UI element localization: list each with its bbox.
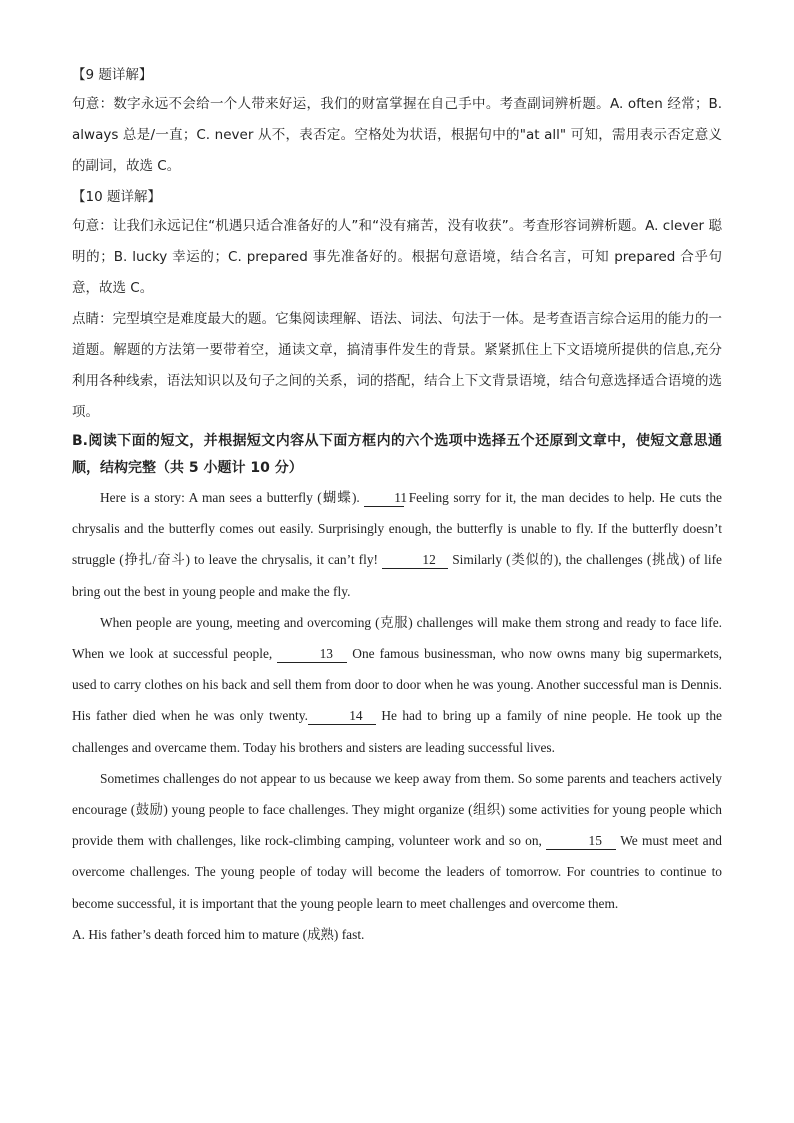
passage-paragraph-1	[72, 482, 722, 607]
document-page	[72, 62, 722, 950]
passage-text: Similarly (类似的), the challenges (挑战) of life bring out the best in young people and make the fly.	[72, 552, 723, 599]
passage-text: One famous businessman, who now owns many big supermarkets, used to carry clothes on his back and sell them from door to door when he was young. Another successful man is Dennis. His father died when he was only twenty.	[72, 646, 723, 724]
answer-blank-12[interactable]: 12	[382, 552, 448, 569]
answer-blank-14[interactable]: 14	[308, 708, 376, 725]
passage-text: Feeling sorry for it, the man decides to help. He cuts the chrysalis and the butterfly comes out easily. Surprisingly enough, the butterfly is unable to fly. If the butterfly doesn’t struggle (挣扎/奋斗) to leave the chrysalis, it can’t fly!	[72, 490, 722, 568]
passage-text: He had to bring up a family of nine people. He took up the challenges and overcame them. Today his brothers and sisters are leading successful lives.	[72, 708, 722, 755]
passage-text: Here is a story: A man sees a butterfly (蝴蝶).	[100, 490, 365, 505]
section-b-title: B.阅读下面的短文，并根据短文内容从下面方框内的六个选项中选择五个还原到文章中，使短文意思通顺，结构完整（共 5 小题计 10 分）	[72, 433, 722, 476]
answer-blank-13[interactable]: 13	[277, 646, 347, 663]
q9-explanation: 句意：数字永远不会给一个人带来好运，我们的财富掌握在自己手中。考查副词辨析题。A. often 经常；B. always 总是/一直；C. never 从不，表否定。空格处为状语，根据句中的"at all" 可知，需用表示否定意义的副词，故选 C。	[72, 96, 722, 174]
q10-heading: 【10 题详解】	[72, 189, 161, 205]
passage-text: We must meet and overcome challenges. The young people of today will become the leaders of tomorrow. For countries to continue to become successful, it is important that the young people learn to meet challenges and overcome them.	[72, 833, 722, 911]
tip-paragraph: 点睛：完型填空是难度最大的题。它集阅读理解、语法、词法、句法于一体。是考查语言综合运用的能力的一道题。解题的方法第一要带着空，通读文章，搞清事件发生的背景。紧紧抓住上下文语境所提供的信息,充分利用各种线索，语法知识以及句子之间的关系，词的搭配，结合上下文背景语境，结合句意选择适合语境的选项。	[72, 311, 722, 420]
passage-paragraph-3	[72, 763, 722, 919]
option-a: A. His father’s death forced him to mature (成熟) fast.	[72, 926, 365, 942]
answer-blank-15[interactable]: 15	[546, 833, 616, 850]
passage-paragraph-2	[72, 607, 722, 763]
q9-heading: 【9 题详解】	[72, 67, 153, 83]
answer-blank-11[interactable]: 11	[364, 490, 404, 507]
q10-explanation: 句意：让我们永远记住“机遇只适合准备好的人”和“没有痛苦，没有收获”。考查形容词辨析题。A. clever 聪明的；B. lucky 幸运的；C. prepared 事先准备好的。根据句意语境，结合名言，可知 prepared 合乎句意，故选 C。	[72, 218, 722, 296]
passage-text: When people are young, meeting and overcoming (克服) challenges will make them strong and ready to face life. When we look at successful people,	[72, 614, 722, 662]
passage-text: Sometimes challenges do not appear to us because we keep away from them. So some parents and teachers actively encourage (鼓励) young people to face challenges. They might organize (组织) some activities for young people which provide them with challenges, like rock-climbing camping, volunteer work and so on,	[72, 770, 722, 849]
